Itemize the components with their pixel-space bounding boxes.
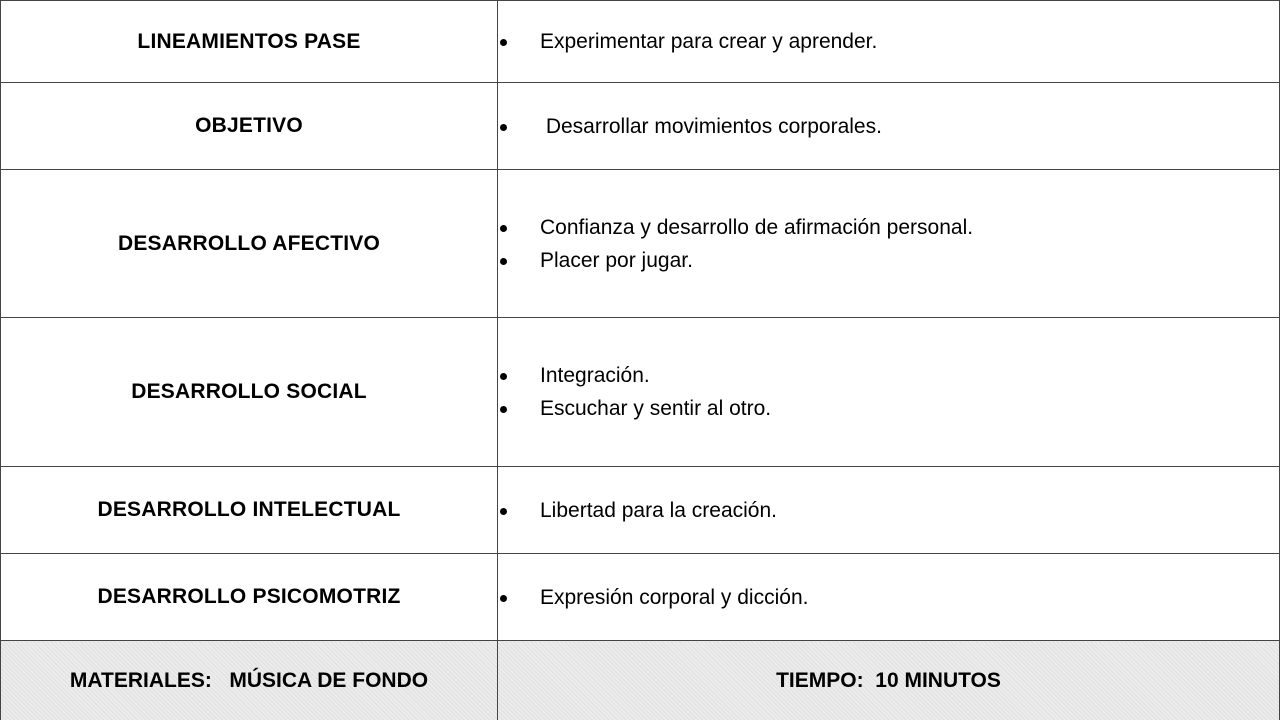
list-item bbox=[498, 25, 1279, 58]
bullet-list bbox=[498, 494, 1279, 527]
table-row bbox=[1, 554, 1280, 641]
item-text: Confianza y desarrollo de afirmación personal. bbox=[540, 215, 974, 239]
row-content-intelectual bbox=[498, 467, 1280, 554]
bullet-icon bbox=[500, 406, 507, 413]
row-label-intelectual: DESARROLLO INTELECTUAL bbox=[1, 467, 498, 554]
row-content-psicomotriz bbox=[498, 554, 1280, 641]
row-label-lineamientos: LINEAMIENTOS PASE bbox=[1, 1, 498, 83]
item-text: Libertad para la creación. bbox=[540, 498, 777, 522]
time-cell: TIEMPO: 10 MINUTOS bbox=[498, 641, 1280, 720]
bullet-icon bbox=[500, 508, 507, 515]
row-content-afectivo bbox=[498, 170, 1280, 318]
list-item bbox=[498, 494, 1279, 527]
bullet-list bbox=[498, 110, 1279, 143]
table-row bbox=[1, 170, 1280, 318]
bullet-icon bbox=[500, 225, 507, 232]
row-label-afectivo: DESARROLLO AFECTIVO bbox=[1, 170, 498, 318]
row-label-objetivo: OBJETIVO bbox=[1, 83, 498, 170]
table-row bbox=[1, 83, 1280, 170]
list-item bbox=[498, 359, 1279, 392]
bullet-list bbox=[498, 359, 1279, 425]
table-row bbox=[1, 318, 1280, 467]
bullet-icon bbox=[500, 39, 507, 46]
list-item bbox=[498, 244, 1279, 277]
list-item bbox=[498, 392, 1279, 425]
row-label-psicomotriz: DESARROLLO PSICOMOTRIZ bbox=[1, 554, 498, 641]
list-item bbox=[498, 110, 1279, 143]
item-text: Placer por jugar. bbox=[540, 248, 693, 272]
item-text: Expresión corporal y dicción. bbox=[540, 585, 809, 609]
table-row bbox=[1, 1, 1280, 83]
list-item bbox=[498, 211, 1279, 244]
row-content-objetivo bbox=[498, 83, 1280, 170]
item-text: Experimentar para crear y aprender. bbox=[540, 30, 878, 53]
row-content-lineamientos bbox=[498, 1, 1280, 83]
bullet-list bbox=[498, 211, 1279, 277]
bullet-icon bbox=[500, 124, 507, 131]
row-label-social: DESARROLLO SOCIAL bbox=[1, 318, 498, 467]
bullet-icon bbox=[500, 258, 507, 265]
row-content-social bbox=[498, 318, 1280, 467]
item-text: Desarrollar movimientos corporales. bbox=[540, 114, 882, 138]
materials-cell: MATERIALES: MÚSICA DE FONDO bbox=[1, 641, 498, 720]
footer-row bbox=[1, 641, 1280, 720]
bullet-list bbox=[498, 25, 1279, 58]
bullet-list bbox=[498, 581, 1279, 614]
table-row bbox=[1, 467, 1280, 554]
item-text: Integración. bbox=[540, 364, 650, 387]
list-item bbox=[498, 581, 1279, 614]
bullet-icon bbox=[500, 373, 507, 380]
bullet-icon bbox=[500, 595, 507, 602]
item-text: Escuchar y sentir al otro. bbox=[540, 397, 772, 420]
